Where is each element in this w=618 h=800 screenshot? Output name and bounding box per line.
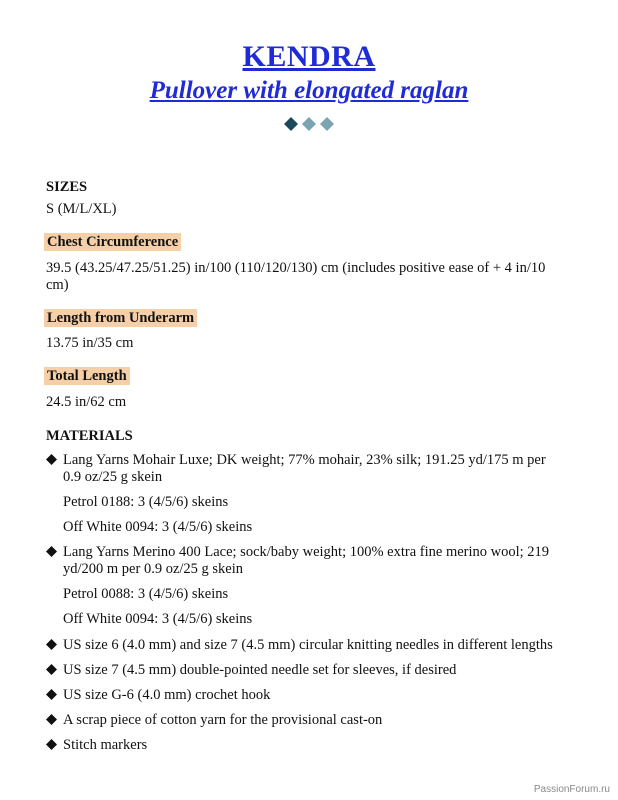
total-length-value: 24.5 in/62 cm xyxy=(46,394,127,410)
diamond-bullet-icon xyxy=(46,739,60,750)
material-item: US size 6 (4.0 mm) and size 7 (4.5 mm) circular knitting needles in different lengths xyxy=(63,637,553,653)
diamond-icon xyxy=(284,117,298,131)
chest-heading: Chest Circumference xyxy=(44,233,181,251)
yarn2-line1: Lang Yarns Merino 400 Lace; sock/baby weight; 100% extra fine merino wool; 219 xyxy=(63,544,550,560)
materials-heading: MATERIALS xyxy=(46,428,133,444)
yarn1-line1: Lang Yarns Mohair Luxe; DK weight; 77% mohair, 23% silk; 191.25 yd/175 m per xyxy=(63,452,546,468)
yarn2-line2: yd/200 m per 0.9 oz/25 g skein xyxy=(63,561,244,577)
yarn1-line2: 0.9 oz/25 g skein xyxy=(63,469,163,485)
diamond-bullet-icon xyxy=(46,714,60,725)
watermark: PassionForum.ru xyxy=(533,784,610,795)
diamond-bullet-icon xyxy=(46,689,60,700)
diamond-bullet-icon xyxy=(46,639,60,650)
sizes-value: S (M/L/XL) xyxy=(46,201,117,217)
diamond-ornament xyxy=(283,116,335,132)
total-length-heading: Total Length xyxy=(44,367,130,385)
material-item: US size G-6 (4.0 mm) crochet hook xyxy=(63,687,271,703)
diamond-bullet-icon xyxy=(46,664,60,675)
yarn1-color1: Petrol 0188: 3 (4/5/6) skeins xyxy=(63,494,229,510)
material-item: A scrap piece of cotton yarn for the provisional cast-on xyxy=(63,712,383,728)
yarn1-color2: Off White 0094: 3 (4/5/6) skeins xyxy=(63,519,253,535)
diamond-icon xyxy=(320,117,334,131)
length-underarm-value: 13.75 in/35 cm xyxy=(46,335,134,351)
diamond-bullet-icon xyxy=(46,454,60,465)
yarn2-color2: Off White 0094: 3 (4/5/6) skeins xyxy=(63,611,253,627)
diamond-icon xyxy=(302,117,316,131)
pattern-title: KENDRA xyxy=(242,40,376,73)
material-item: US size 7 (4.5 mm) double-pointed needle set for sleeves, if desired xyxy=(63,662,457,678)
chest-value-line2: cm) xyxy=(46,277,69,293)
length-underarm-heading: Length from Underarm xyxy=(44,309,197,327)
sizes-heading: SIZES xyxy=(46,179,88,195)
yarn2-color1: Petrol 0088: 3 (4/5/6) skeins xyxy=(63,586,229,602)
pattern-subtitle: Pullover with elongated raglan xyxy=(149,77,469,104)
chest-value-line1: 39.5 (43.25/47.25/51.25) in/100 (110/120/130) cm (includes positive ease of + 4 in/10 xyxy=(46,260,546,276)
material-item: Stitch markers xyxy=(63,737,148,753)
diamond-bullet-icon xyxy=(46,546,60,557)
